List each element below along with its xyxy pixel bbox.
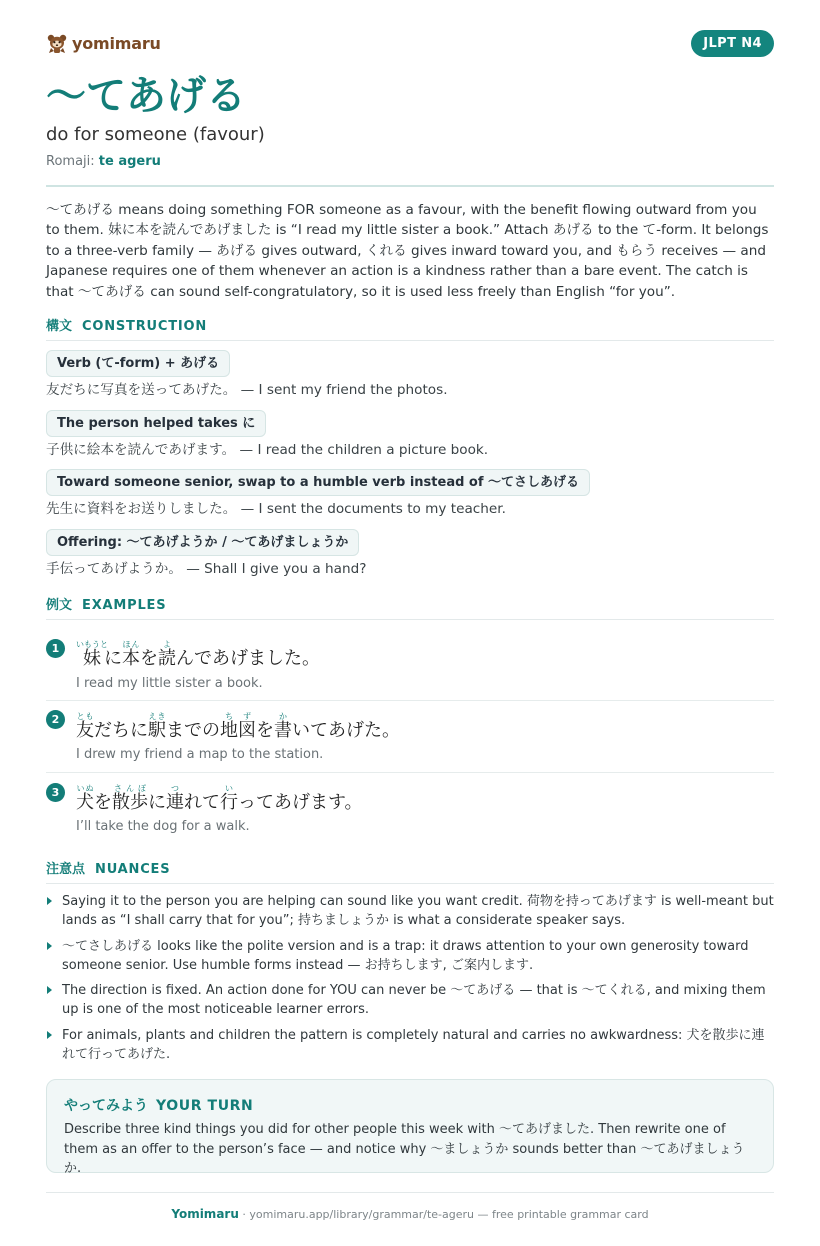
example-translation: I drew my friend a map to the station. bbox=[76, 747, 324, 762]
list-item bbox=[46, 937, 774, 976]
nuances-heading-jp: 注意点 bbox=[46, 862, 86, 877]
romaji-line bbox=[46, 153, 161, 170]
nuance-list bbox=[46, 892, 774, 1070]
bullet-arrow-icon bbox=[47, 1031, 52, 1039]
nuances-heading bbox=[46, 858, 774, 884]
your-turn-heading-en: YOUR TURN bbox=[156, 1098, 254, 1114]
construction-pattern: The person helped takes に bbox=[46, 410, 266, 437]
logo-wordmark: yomimaru bbox=[72, 33, 161, 53]
examples-heading-jp: 例文 bbox=[46, 598, 73, 613]
romaji-label: Romaji: bbox=[46, 154, 95, 169]
construction-pattern: Offering: 〜てあげようか / 〜てあげましょうか bbox=[46, 529, 359, 556]
construction-pattern: Verb (て-form) + あげる bbox=[46, 350, 230, 377]
footer-divider bbox=[46, 1192, 774, 1193]
examples-heading-en: EXAMPLES bbox=[82, 598, 167, 613]
bullet-arrow-icon bbox=[47, 897, 52, 905]
your-turn-box bbox=[46, 1079, 774, 1176]
construction-example: 先生に資料をお送りしました。 — I sent the documents to my teacher. bbox=[46, 501, 506, 517]
raccoon-mascot-icon bbox=[46, 32, 68, 54]
logo[interactable] bbox=[46, 30, 161, 56]
example-translation: I’ll take the dog for a walk. bbox=[76, 819, 250, 834]
example-translation: I read my little sister a book. bbox=[76, 676, 263, 691]
title-divider bbox=[46, 185, 774, 187]
bullet-arrow-icon bbox=[47, 986, 52, 994]
construction-heading-en: CONSTRUCTION bbox=[82, 319, 208, 334]
list-item bbox=[46, 1026, 774, 1065]
construction-example: 子供に絵本を読んであげます。 — I read the children a picture book. bbox=[46, 442, 489, 458]
bullet-arrow-icon bbox=[47, 942, 52, 950]
nuance-text: 〜てさしあげる looks like the polite version and is a trap: it draws attention to your own generosity toward someone senior. Use humble forms instead — お持ちします, ご案内します. bbox=[62, 938, 749, 973]
your-turn-heading bbox=[64, 1095, 253, 1115]
footer bbox=[46, 1206, 774, 1223]
nuance-text: Saying it to the person you are helping can sound like you want credit. 荷物を持ってあげます is well-meant but lands as “I shall carry that for you”; 持ちましょうか is what a considerate speaker says. bbox=[62, 894, 774, 929]
example-japanese: 妹いもうとに本ほんを読よんであげました。 bbox=[76, 640, 320, 669]
your-turn-body: Describe three kind things you did for other people this week with 〜てあげました. Then rewrite one of them as an offer to the person’s face — and notice why 〜ましょうか sounds better than 〜てあげましょうか. bbox=[64, 1122, 745, 1176]
list-item bbox=[46, 892, 774, 931]
examples-heading bbox=[46, 594, 774, 620]
construction-heading bbox=[46, 315, 774, 341]
header bbox=[46, 30, 774, 58]
example-number: 3 bbox=[46, 783, 65, 802]
construction-example: 友だちに写真を送ってあげた。 — I sent my friend the photos. bbox=[46, 382, 448, 398]
example-number: 1 bbox=[46, 639, 65, 658]
footer-text: · yomimaru.app/library/grammar/te-ageru — free printable grammar card bbox=[238, 1208, 649, 1221]
level-badge: JLPT N4 bbox=[691, 30, 774, 57]
example-divider bbox=[46, 700, 774, 701]
example-japanese: 友ともだちに駅えきまでの地ち図ずを書かいてあげた。 bbox=[76, 712, 400, 741]
example-number: 2 bbox=[46, 710, 65, 729]
construction-pattern: Toward someone senior, swap to a humble verb instead of 〜てさしあげる bbox=[46, 469, 590, 496]
list-item bbox=[46, 981, 774, 1020]
nuance-text: The direction is fixed. An action done for YOU can never be 〜てあげる — that is 〜てくれる, and mixing them up is one of the most noticeable learner errors. bbox=[62, 983, 766, 1018]
footer-brand[interactable]: Yomimaru bbox=[171, 1207, 239, 1221]
example-divider bbox=[46, 772, 774, 773]
construction-heading-jp: 構文 bbox=[46, 319, 73, 334]
page-title: 〜てあげる bbox=[46, 73, 246, 119]
your-turn-heading-jp: やってみよう bbox=[64, 1098, 148, 1114]
romaji-value: te ageru bbox=[98, 154, 161, 169]
construction-example: 手伝ってあげようか。 — Shall I give you a hand? bbox=[46, 561, 367, 577]
intro-paragraph: 〜てあげる means doing something FOR someone as a favour, with the benefit flowing outward from you to them. 妹に本を読んであげました is “I read my little sister a book.” Attach あげる to the て-form. It belongs to a three-verb family — あげる gives outward, くれる gives inward toward you, and もらう receives — and Japanese requires one of them whenever an action is a kindness rather than a bare event. The catch is that 〜てあげる can sound self-congratulatory, so it is used less freely than English “for you”. bbox=[46, 202, 769, 300]
page-subtitle: do for someone (favour) bbox=[46, 124, 265, 145]
nuance-text: For animals, plants and children the pattern is completely natural and carries no awkwardness: 犬を散歩に連れて行ってあげた. bbox=[62, 1027, 765, 1063]
example-japanese: 犬いぬを散歩さんぽに連つれて行いってあげます。 bbox=[76, 784, 363, 813]
nuances-heading-en: NUANCES bbox=[95, 862, 171, 877]
